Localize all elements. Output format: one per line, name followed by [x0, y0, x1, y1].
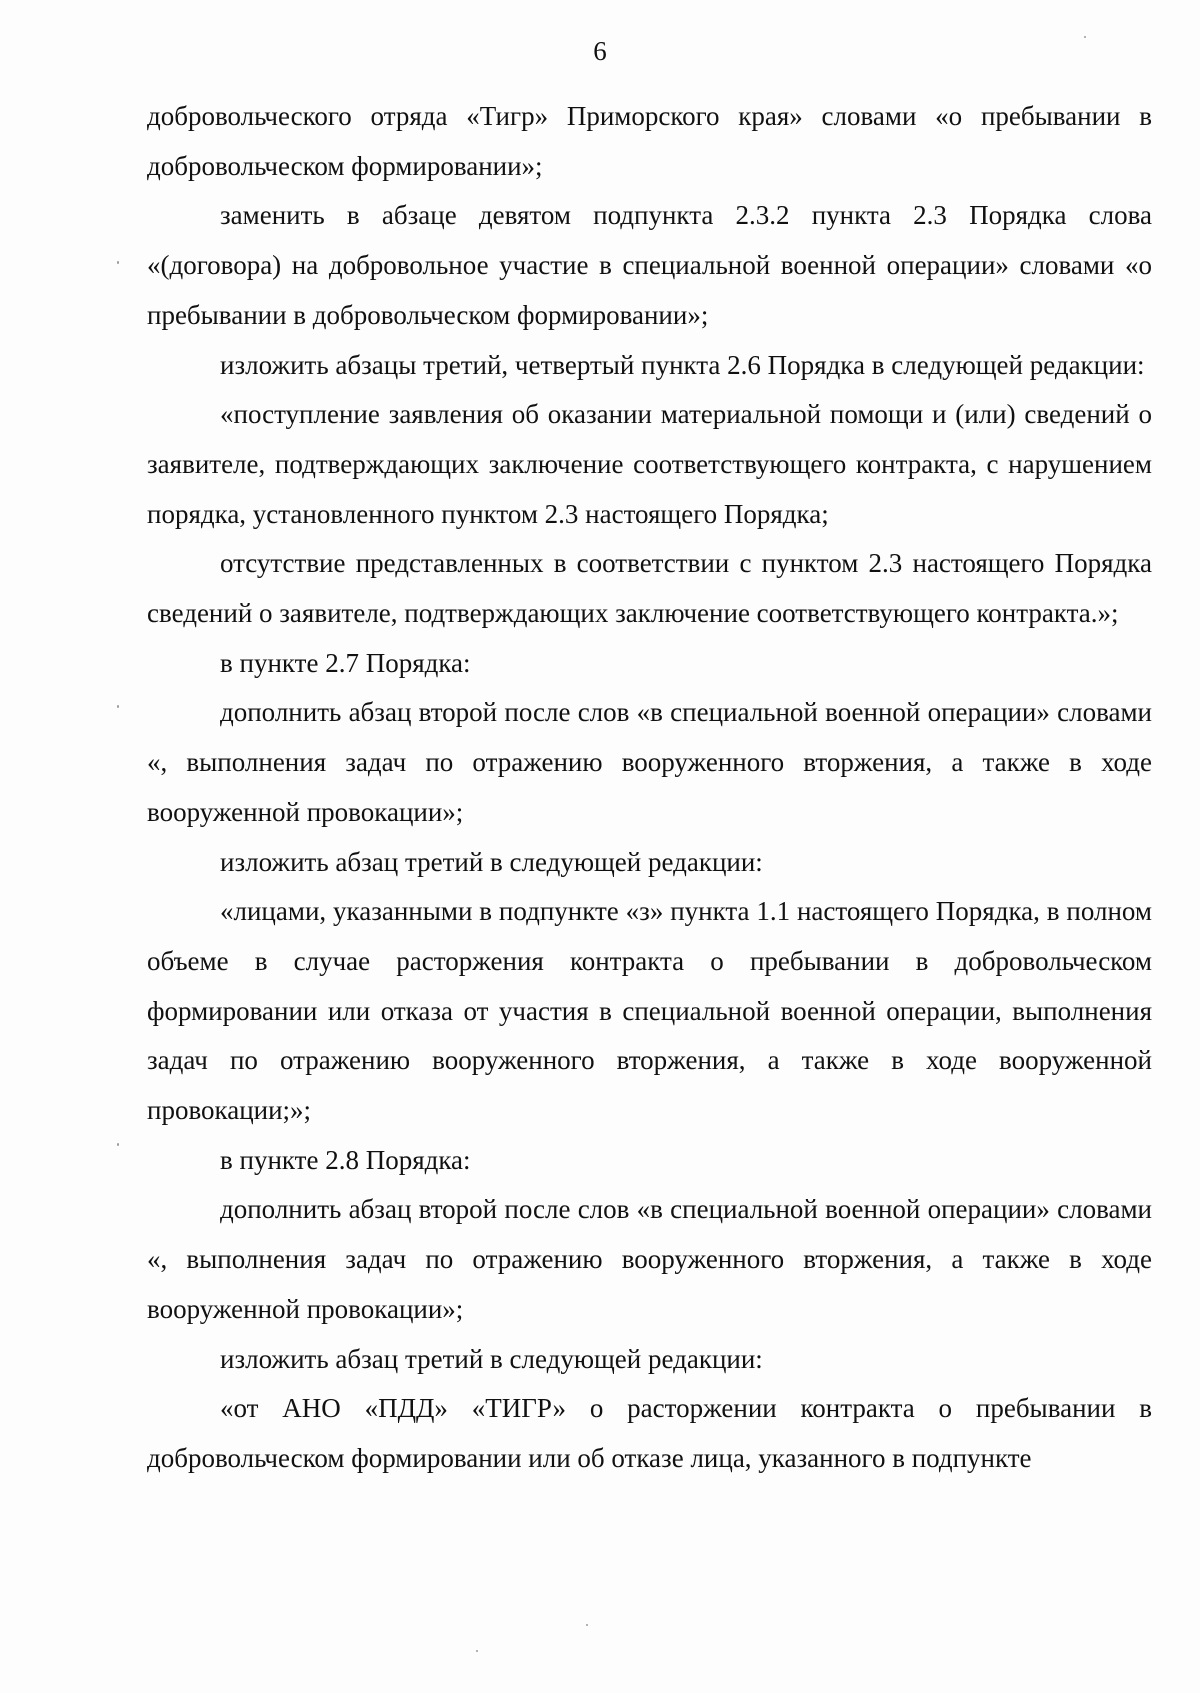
paragraph-item-2-7: в пункте 2.7 Порядка:: [220, 647, 471, 678]
paragraph-quote-absence-of-info: отсутствие представленных в соответствии с пунктом 2.3 настоящего Порядка сведений о заявителе, подтверждающих заключение соответствующего контракта.»;: [147, 548, 1152, 629]
scan-mark: [117, 705, 119, 708]
paragraph-2-7-restate-third: изложить абзац третий в следующей редакции:: [220, 846, 763, 877]
paragraph-item-2-8: в пункте 2.8 Порядка:: [220, 1144, 471, 1175]
paragraph-amend-2-6: изложить абзацы третий, четвертый пункта 2.6 Порядка в следующей редакции:: [220, 349, 1145, 380]
paragraph-2-7-supplement: дополнить абзац второй после слов «в специальной военной операции» словами «, выполнения задач по отражению вооруженного вторжения, а также в ходе вооруженной провокации»;: [147, 697, 1152, 827]
scan-mark: [476, 1650, 478, 1652]
paragraph-continuation: добровольческого отряда «Тигр» Приморского края» словами «о пребывании в добровольческом формировании»;: [147, 101, 1152, 181]
paragraph-2-8-restate-third: изложить абзац третий в следующей редакции:: [220, 1343, 763, 1374]
paragraph-2-8-quote: «от АНО «ПДД» «ТИГР» о расторжении контракта о пребывании в добровольческом формировании или об отказе лица, указанного в подпункте: [147, 1393, 1152, 1473]
page-number: 6: [593, 36, 607, 66]
paragraph-quote-receipt-of-application: «поступление заявления об оказании материальной помощи и (или) сведений о заявителе, подтверждающих заключение соответствующего контракта, с нарушением порядка, установленного пунктом 2.3 настоящего Порядка;: [147, 399, 1152, 529]
scan-mark: [1084, 36, 1086, 38]
paragraph-2-7-quote: «лицами, указанными в подпункте «з» пункта 1.1 настоящего Порядка, в полном объеме в случае расторжения контракта о пребывании в добровольческом формировании или отказа от участия в специальной военной операции, выполнения задач по отражению вооруженного вторжения, а также в ходе вооруженной провокации;»;: [147, 896, 1152, 1126]
scan-mark: [586, 1624, 588, 1626]
document-body: [147, 92, 1152, 1484]
scan-mark: [117, 261, 119, 264]
paragraph-replace-words-2-3-2: заменить в абзаце девятом подпункта 2.3.2 пункта 2.3 Порядка слова «(договора) на добровольное участие в специальной военной операции» словами «о пребывании в добровольческом формировании»;: [147, 200, 1152, 330]
paragraph-2-8-supplement: дополнить абзац второй после слов «в специальной военной операции» словами «, выполнения задач по отражению вооруженного вторжения, а также в ходе вооруженной провокации»;: [147, 1194, 1152, 1324]
scan-mark: [117, 1143, 119, 1146]
